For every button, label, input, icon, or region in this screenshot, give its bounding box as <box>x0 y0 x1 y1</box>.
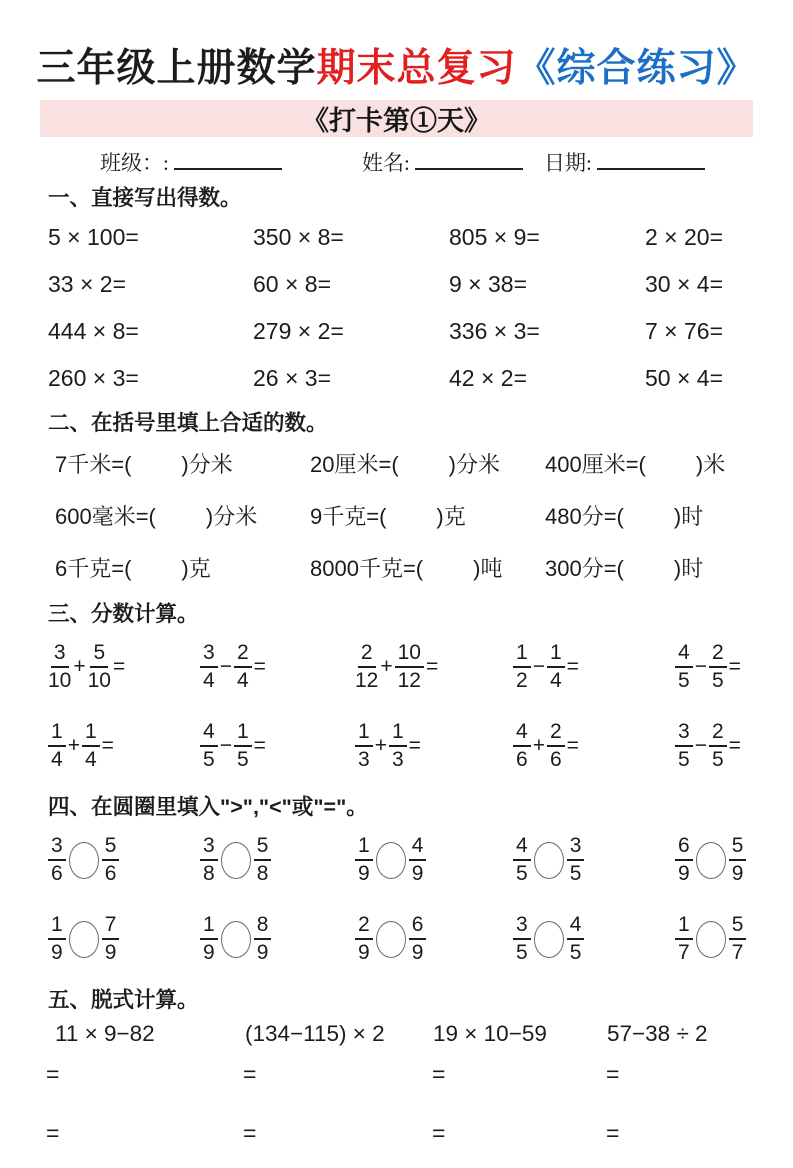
operator: + <box>374 734 387 758</box>
denominator: 9 <box>678 862 690 886</box>
fraction <box>355 721 373 771</box>
section-2-title: 二、在括号里填上合适的数。 <box>48 410 328 435</box>
denominator: 3 <box>358 748 370 772</box>
comparison-problem <box>513 835 675 885</box>
section-comparison <box>0 795 793 979</box>
title-red-segment: 期末总复习 <box>316 47 517 90</box>
multiplication-problem: 42 × 2= <box>449 364 528 391</box>
multiplication-problem: 336 × 3= <box>449 317 540 344</box>
comparison-circle <box>696 842 726 879</box>
operator: + <box>67 734 80 758</box>
step-calculation-grid <box>0 1021 793 1047</box>
problem-right: )分米 <box>448 451 500 477</box>
problem-right: )时 <box>673 555 704 581</box>
equals-sign: = <box>101 734 114 758</box>
title-black-segment: 三年级上册数学 <box>36 47 317 90</box>
fraction-problem <box>513 721 675 771</box>
comparison-problem <box>355 835 513 885</box>
unit-conversion-problem <box>55 500 310 531</box>
problem-left: 600毫米=( <box>55 503 156 529</box>
comparison-circle <box>534 842 564 879</box>
fraction <box>675 642 693 692</box>
fraction <box>254 835 272 885</box>
problem-left: 480分=( <box>545 503 624 529</box>
comparison-problem <box>355 914 513 964</box>
calculation-problem: 19 × 10−59 <box>433 1021 547 1047</box>
denominator: 8 <box>256 862 269 886</box>
numerator: 6 <box>409 914 427 940</box>
unit-conversion-problem <box>310 500 545 531</box>
unit-conversion-problem <box>545 448 793 479</box>
denominator: 5 <box>569 862 582 886</box>
worksheet-page <box>0 46 793 1168</box>
fraction-grid <box>0 628 793 786</box>
denominator: 10 <box>87 669 111 693</box>
multiplication-problem: 26 × 3= <box>253 364 332 391</box>
operator: − <box>532 655 545 679</box>
equals-sign: = <box>46 1061 60 1088</box>
comparison-circle <box>376 842 406 879</box>
multiplication-problem: 50 × 4= <box>645 364 724 391</box>
fraction-problem <box>675 721 793 771</box>
comparison-circle <box>696 921 726 958</box>
numerator: 4 <box>409 835 427 861</box>
fraction <box>547 642 565 692</box>
numerator: 3 <box>200 835 218 861</box>
unit-conversion-problem <box>545 500 793 531</box>
numerator: 2 <box>234 642 252 668</box>
multiplication-problem: 9 × 38= <box>449 270 528 297</box>
numerator: 2 <box>709 642 727 668</box>
denominator: 12 <box>355 669 379 693</box>
fraction <box>395 642 424 692</box>
denominator: 5 <box>236 748 249 772</box>
numerator: 1 <box>355 835 373 861</box>
comparison-circle <box>69 921 99 958</box>
numerator: 4 <box>567 914 585 940</box>
numerator: 2 <box>358 642 376 668</box>
fraction <box>254 914 272 964</box>
numerator: 1 <box>389 721 407 747</box>
day-banner-text: 《打卡第①天》 <box>302 105 491 136</box>
equals-sign: = <box>253 655 266 679</box>
fraction <box>234 642 252 692</box>
problem-right: )吨 <box>473 555 503 581</box>
operator: + <box>73 655 86 679</box>
numerator: 1 <box>234 721 252 747</box>
unit-conversion-problem <box>55 448 310 479</box>
fraction <box>675 721 693 771</box>
problem-right: )克 <box>181 555 211 581</box>
numerator: 2 <box>547 721 565 747</box>
fraction-problem <box>355 642 513 692</box>
numerator: 1 <box>48 721 66 747</box>
fraction <box>234 721 252 771</box>
fraction <box>48 914 66 964</box>
section-1-title: 一、直接写出得数。 <box>48 185 242 210</box>
section-fraction-calculation <box>0 602 793 786</box>
problem-left: 400厘米=( <box>545 451 646 477</box>
denominator: 6 <box>549 748 562 772</box>
unit-conversion-problem <box>310 552 545 583</box>
multiplication-problem: 5 × 100= <box>48 223 139 250</box>
fraction <box>200 835 218 885</box>
denominator: 10 <box>48 669 72 693</box>
operator: + <box>532 734 545 758</box>
date-blank <box>597 150 705 170</box>
fraction <box>409 914 427 964</box>
numerator: 7 <box>102 914 120 940</box>
fraction-problem <box>513 642 675 692</box>
name-field <box>362 147 544 177</box>
problem-right: )分米 <box>205 503 258 529</box>
fraction <box>709 642 727 692</box>
multiplication-problem: 7 × 76= <box>645 317 724 344</box>
comparison-problem <box>200 914 355 964</box>
denominator: 4 <box>203 669 215 693</box>
problem-left: 6千克=( <box>55 555 132 581</box>
numerator: 3 <box>675 721 693 747</box>
denominator: 5 <box>516 941 528 965</box>
comparison-circle <box>221 921 251 958</box>
fraction-problem <box>48 642 200 692</box>
numerator: 3 <box>51 642 69 668</box>
equals-sign: = <box>243 1120 257 1147</box>
denominator: 5 <box>678 669 690 693</box>
equals-sign: = <box>606 1061 620 1088</box>
denominator: 9 <box>203 941 215 965</box>
fraction-problem <box>200 721 355 771</box>
numerator: 2 <box>355 914 373 940</box>
numerator: 8 <box>254 914 272 940</box>
section-step-calculation <box>0 988 793 1148</box>
comparison-problem <box>200 835 355 885</box>
numerator: 1 <box>547 642 565 668</box>
fraction <box>102 835 120 885</box>
numerator: 1 <box>48 914 66 940</box>
class-label: 班级：: <box>100 150 169 175</box>
fraction-problem <box>355 721 513 771</box>
section-4-title: 四、在圆圈里填入">","<"或"="。 <box>48 794 368 819</box>
denominator: 5 <box>203 748 215 772</box>
fraction-problem <box>48 721 200 771</box>
equals-sign: = <box>566 655 579 679</box>
multiplication-problem: 805 × 9= <box>449 223 540 250</box>
calculation-problem: 11 × 9−82 <box>55 1021 155 1047</box>
problem-right: )时 <box>673 503 704 529</box>
problem-right: )分米 <box>181 451 233 477</box>
denominator: 5 <box>516 862 528 886</box>
fraction <box>547 721 565 771</box>
denominator: 5 <box>569 941 582 965</box>
numerator: 4 <box>513 721 531 747</box>
fraction <box>729 914 747 964</box>
denominator: 9 <box>104 941 117 965</box>
comparison-circle <box>69 842 99 879</box>
multiplication-problem: 444 × 8= <box>48 317 139 344</box>
fraction <box>200 721 218 771</box>
numerator: 3 <box>48 835 66 861</box>
calculation-problem: 57−38 ÷ 2 <box>607 1021 708 1047</box>
problem-left: 7千米=( <box>55 451 132 477</box>
comparison-circle <box>534 921 564 958</box>
numerator: 5 <box>729 835 747 861</box>
numerator: 5 <box>102 835 120 861</box>
fraction <box>513 914 531 964</box>
section-direct-calculation <box>0 186 793 402</box>
multiplication-problem: 350 × 8= <box>253 223 344 250</box>
fraction <box>675 835 693 885</box>
denominator: 9 <box>256 941 269 965</box>
fraction <box>48 835 66 885</box>
denominator: 2 <box>516 669 528 693</box>
numerator: 1 <box>513 642 531 668</box>
numerator: 1 <box>675 914 693 940</box>
comparison-grid <box>0 821 793 979</box>
calculation-problem: (134−115) × 2 <box>245 1021 385 1047</box>
numerator: 1 <box>355 721 373 747</box>
denominator: 9 <box>358 862 370 886</box>
fraction <box>709 721 727 771</box>
equals-sign: = <box>425 655 439 679</box>
multiplication-problem: 260 × 3= <box>48 364 139 391</box>
numerator: 5 <box>254 835 272 861</box>
equals-sign: = <box>728 655 741 679</box>
operator: − <box>219 734 232 758</box>
comparison-problem <box>513 914 675 964</box>
name-label: 姓名: <box>362 150 410 175</box>
denominator: 3 <box>391 748 404 772</box>
comparison-problem <box>675 835 793 885</box>
equals-sign: = <box>728 734 741 758</box>
title-blue-segment: 《综合练习》 <box>516 47 757 90</box>
fraction <box>88 642 111 692</box>
problem-left: 20厘米=( <box>310 451 399 477</box>
denominator: 6 <box>104 862 117 886</box>
fraction <box>409 835 427 885</box>
operator: + <box>380 655 393 679</box>
equals-sign: = <box>432 1061 446 1088</box>
fraction <box>675 914 693 964</box>
comparison-problem <box>675 914 793 964</box>
class-field <box>100 147 362 177</box>
denominator: 9 <box>51 941 63 965</box>
numerator: 4 <box>513 835 531 861</box>
fraction <box>513 721 531 771</box>
section-3-title: 三、分数计算。 <box>48 602 199 627</box>
unit-conversion-problem <box>545 552 793 583</box>
fraction <box>355 835 373 885</box>
unit-conversion-problem <box>310 448 545 479</box>
numerator: 3 <box>200 642 218 668</box>
comparison-problem <box>48 835 200 885</box>
numerator: 4 <box>675 642 693 668</box>
numerator: 1 <box>82 721 100 747</box>
fraction <box>48 721 66 771</box>
denominator: 5 <box>711 748 724 772</box>
denominator: 6 <box>51 862 63 886</box>
fraction <box>355 642 378 692</box>
date-label: 日期: <box>544 150 592 175</box>
numerator: 2 <box>709 721 727 747</box>
fraction <box>389 721 407 771</box>
denominator: 4 <box>236 669 249 693</box>
equals-sign: = <box>46 1120 60 1147</box>
operator: − <box>694 734 707 758</box>
fraction <box>102 914 120 964</box>
multiplication-problem: 33 × 2= <box>48 270 127 297</box>
fraction <box>567 914 585 964</box>
problem-left: 8000千克=( <box>310 555 424 581</box>
denominator: 6 <box>516 748 528 772</box>
equals-sign: = <box>408 734 421 758</box>
fraction <box>729 835 747 885</box>
multiplication-problem: 60 × 8= <box>253 270 332 297</box>
numerator: 5 <box>90 642 108 668</box>
multiplication-problem: 2 × 20= <box>645 223 724 250</box>
unit-conversion-grid <box>0 437 793 593</box>
numerator: 1 <box>200 914 218 940</box>
denominator: 12 <box>397 669 421 693</box>
denominator: 5 <box>678 748 690 772</box>
section-unit-conversion <box>0 411 793 594</box>
date-field <box>544 147 793 177</box>
equals-sign: = <box>606 1120 620 1147</box>
problem-left: 300分=( <box>545 555 624 581</box>
day-banner <box>40 100 753 137</box>
fraction <box>355 914 373 964</box>
denominator: 4 <box>84 748 97 772</box>
fraction <box>513 835 531 885</box>
equals-row <box>0 1061 793 1088</box>
fraction <box>200 914 218 964</box>
equals-row <box>0 1120 793 1147</box>
denominator: 8 <box>203 862 215 886</box>
fraction-problem <box>200 642 355 692</box>
denominator: 4 <box>549 669 562 693</box>
numerator: 6 <box>675 835 693 861</box>
multiplication-problem: 279 × 2= <box>253 317 344 344</box>
fraction <box>200 642 218 692</box>
comparison-circle <box>221 842 251 879</box>
denominator: 9 <box>411 862 424 886</box>
info-fields <box>0 147 793 177</box>
numerator: 10 <box>395 642 424 668</box>
numerator: 3 <box>513 914 531 940</box>
fraction-problem <box>675 642 793 692</box>
problem-right: )克 <box>436 503 466 529</box>
fraction <box>48 642 71 692</box>
numerator: 3 <box>567 835 585 861</box>
equals-sign: = <box>112 655 126 679</box>
operator: − <box>219 655 232 679</box>
name-blank <box>415 150 523 170</box>
fraction <box>567 835 585 885</box>
comparison-problem <box>48 914 200 964</box>
denominator: 7 <box>731 941 744 965</box>
equals-sign: = <box>243 1061 257 1088</box>
numerator: 4 <box>200 721 218 747</box>
unit-conversion-problem <box>55 552 310 583</box>
fraction <box>513 642 531 692</box>
denominator: 9 <box>731 862 744 886</box>
equals-sign: = <box>432 1120 446 1147</box>
class-blank <box>174 150 282 170</box>
denominator: 9 <box>411 941 424 965</box>
fraction <box>82 721 100 771</box>
section-5-title: 五、脱式计算。 <box>48 987 199 1012</box>
problem-left: 9千克=( <box>310 503 387 529</box>
multiplication-problem: 30 × 4= <box>645 270 724 297</box>
denominator: 9 <box>358 941 370 965</box>
equals-sign: = <box>253 734 266 758</box>
equals-sign: = <box>566 734 579 758</box>
multiplication-grid <box>0 214 793 402</box>
denominator: 4 <box>51 748 63 772</box>
comparison-circle <box>376 921 406 958</box>
denominator: 5 <box>711 669 724 693</box>
numerator: 5 <box>729 914 747 940</box>
denominator: 7 <box>678 941 690 965</box>
problem-right: )米 <box>695 451 726 477</box>
page-title <box>0 46 793 93</box>
operator: − <box>694 655 707 679</box>
